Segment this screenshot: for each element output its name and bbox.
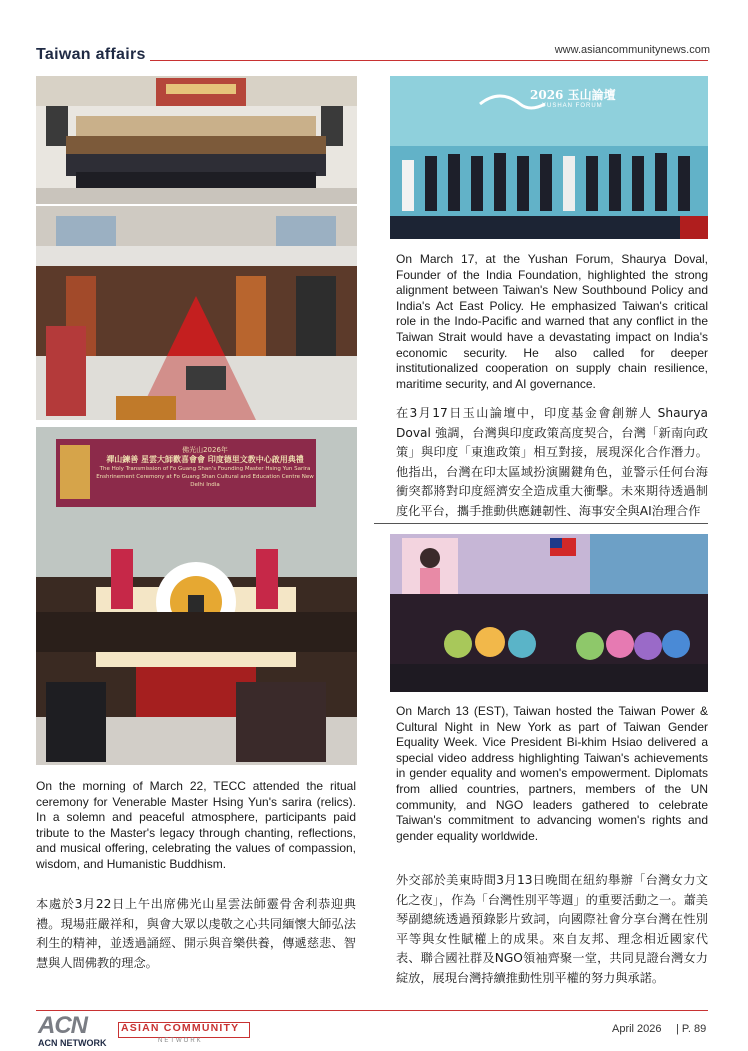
footer-divider (36, 1010, 708, 1011)
acn-logo-mark: ACN (38, 1012, 87, 1039)
asian-community-logo-sub: NETWORK (158, 1038, 203, 1044)
column-divider (374, 523, 708, 524)
exhibition-banner-line2: 禪山鍊善 星雲大師歡喜會會 印度德里文教中心啟用典禮 (106, 455, 304, 464)
photo-ceremony-hall (36, 206, 357, 420)
asian-community-logo-text: ASIAN COMMUNITY (121, 1022, 240, 1034)
acn-logo (38, 1012, 118, 1040)
sarira-caption-zh: 本處於3月22日上午出席佛光山星雲法師靈骨舍利恭迎典禮。現場莊嚴祥和，與會大眾以虔敬之心共同緬懷大師弘法利生的精神，並透過誦經、開示與音樂供養，傳遞慈悲、智慧與人間佛教的理念。 (36, 897, 356, 970)
photo-exhibition-hall (36, 427, 357, 765)
photo-gender-equality-night (390, 534, 708, 692)
forum-banner-title: 2026 玉山論壇 (530, 88, 616, 102)
exhibition-banner-line4: Enshrinement Ceremony at Fo Guang Shan Cultural and Education Centre New Delhi India (96, 474, 314, 488)
yushan-caption-zh: 在3月17日玉山論壇中，印度基金會創辦人 Shaurya Doval 強調，台灣與印度政策高度契合，台灣「新南向政策」與印度「東進政策」相互對接，展現深化合作潛力。他指出，台灣在印太區域扮演關鍵角色，並警示任何台海衝突都將對印度經濟安全造成重大衝擊。未來期待透過制度化平台，攜手推動供應鏈韌性、海事安全與AI治理合作 (396, 406, 708, 518)
exhibition-banner-line1: 佛光山2026年 (182, 446, 228, 454)
website-url: www.asiancommunitynews.com (554, 44, 710, 56)
page-number: | P. 89 (676, 1023, 707, 1035)
forum-banner-subtitle: YUSHAN FORUM (542, 103, 603, 109)
section-title: Taiwan affairs (36, 46, 146, 63)
yushan-caption-en: On March 17, at the Yushan Forum, Shaurya Doval, Founder of the India Foundation, highlighted the strong alignment between Taiwan's New Southbound Policy and India's Act East Policy. He emphasized Taiwan's critical role in the Indo-Pacific and warned that any conflict in the Taiwan Strait would have a devastating impact on India's economic security. He also called for deeper institutionalized cooperation on supply chain resilience, maritime security, and AI governance. (396, 252, 708, 391)
photo-yushan-forum (390, 76, 708, 239)
sarira-caption-en: On the morning of March 22, TECC attended the ritual ceremony for Venerable Master Hsing Yun's sarira (relics). In a solemn and peaceful atmosphere, participants paid tribute to the Master's legacy through chanting, reflections, and musical offering, celebrating the values of compassion, wisdom, and Humanistic Buddhism. (36, 779, 356, 871)
acn-network-label: ACN NETWORK (38, 1038, 107, 1048)
gender-caption-zh: 外交部於美東時間3月13日晚間在紐約舉辦「台灣女力文化之夜」，作為「台灣性別平等週」的重要活動之一。蕭美琴副總統透過預錄影片致詞，向國際社會分享台灣在性別平等與女性賦權上的成果。來自友邦、理念相近國家代表、聯合國社群及NGO領袖齊聚一堂，共同見證台灣女力綻放，展現台灣持續推動性別平權的努力與承諾。 (396, 873, 708, 985)
issue-date: April 2026 (612, 1023, 662, 1035)
exhibition-banner-line3: The Holy Transmission of Fo Guang Shan's Founding Master Hsing Yun Sarira (99, 466, 311, 472)
header-divider (150, 60, 708, 61)
photo-monastery-group (36, 76, 357, 204)
gender-caption-en: On March 13 (EST), Taiwan hosted the Taiwan Power & Cultural Night in New York as part of Taiwan Gender Equality Week. Vice President Bi-khim Hsiao delivered a special video address highlighting Taiwan's achievements in gender equality and women's empowerment. Diplomats from allied countries, partners, members of the UN community, and NGO leaders gathered to celebrate Taiwan's commitment to advancing women's rights and gender equality worldwide. (396, 704, 708, 843)
